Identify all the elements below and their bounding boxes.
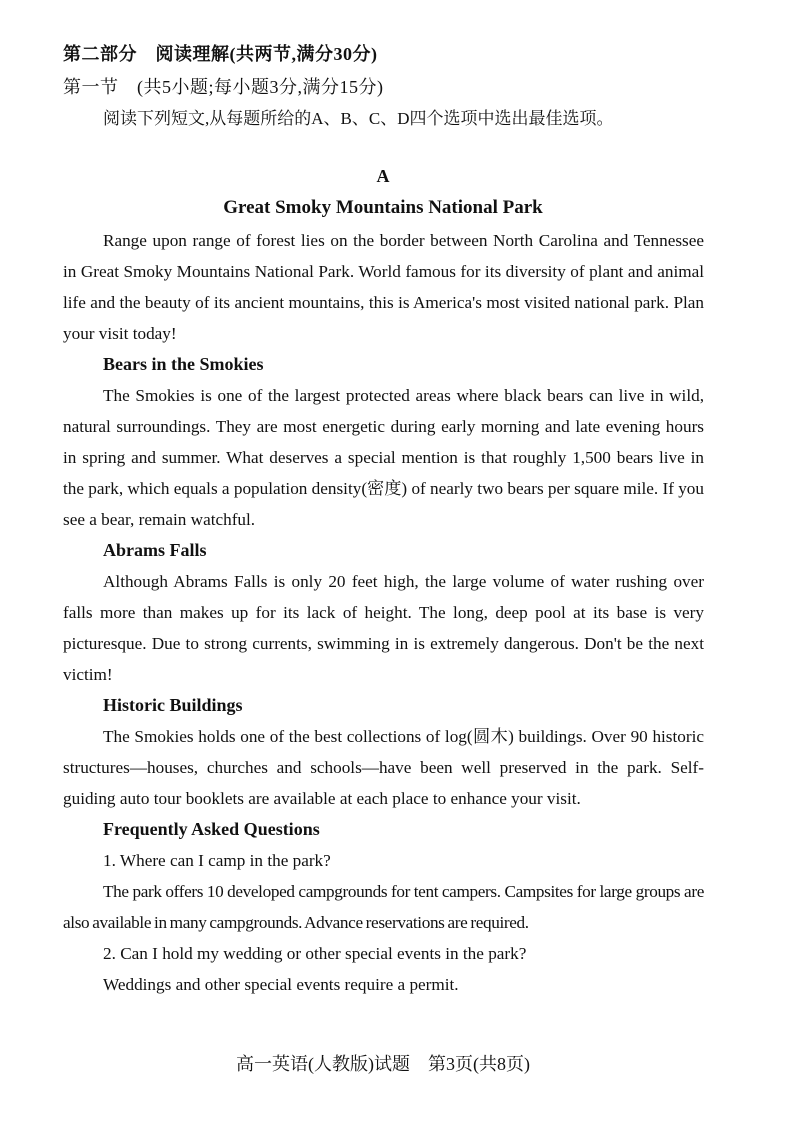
part-header: 第二部分 阅读理解(共两节,满分30分) xyxy=(63,44,378,64)
instructions: 阅读下列短文,从每题所给的A、B、C、D四个选项中选出最佳选项。 xyxy=(103,109,614,128)
faq-answer-2: Weddings and other special events require a permit. xyxy=(103,975,459,994)
faq-question-2: 2. Can I hold my wedding or other special events in the park? xyxy=(103,944,527,963)
section-text-falls: Although Abrams Falls is only 20 feet high, the large volume of water rushing over falls more than makes up for its lack of height. The long, deep pool at its base is very picturesque. Due to strong currents, swimming in is extremely dangerous. Don't be the next victim! xyxy=(63,572,704,684)
section-text-bears: The Smokies is one of the largest protected areas where black bears can live in wild, natural surroundings. They are most energetic during early morning and late evening hours in spring and summer. What deserves a special mention is that roughly 1,500 bears live in the park, which equals a population density(密度) of nearly two bears per square mile. If you see a bear, remain watchful. xyxy=(63,386,704,529)
passage-body xyxy=(63,225,704,1000)
section-header: 第一节 (共5小题;每小题3分,满分15分) xyxy=(63,77,384,97)
section-heading-falls: Abrams Falls xyxy=(103,540,207,560)
faq-question-1: 1. Where can I camp in the park? xyxy=(103,851,331,870)
section-heading-buildings: Historic Buildings xyxy=(103,695,243,715)
faq-heading: Frequently Asked Questions xyxy=(103,819,320,839)
faq-answer-1: The park offers 10 developed campgrounds for tent campers. Campsites for large groups are also available in many campgrounds. Advance reservations are required. xyxy=(63,882,704,932)
passage-title: Great Smoky Mountains National Park xyxy=(223,197,543,218)
section-text-buildings: The Smokies holds one of the best collections of log(圆木) buildings. Over 90 historic structures—houses, churches and schools—have been well preserved in the park. Self-guiding auto tour booklets are available at each place to enhance your visit. xyxy=(63,727,704,808)
section-heading-bears: Bears in the Smokies xyxy=(103,354,264,374)
intro-paragraph: Range upon range of forest lies on the border between North Carolina and Tennessee in Great Smoky Mountains National Park. World famous for its diversity of plant and animal life and the beauty of its ancient mountains, this is America's most visited national park. Plan your visit today! xyxy=(63,231,704,343)
page-footer: 高一英语(人教版)试题 第3页(共8页) xyxy=(236,1054,530,1074)
passage-letter: A xyxy=(376,166,390,186)
